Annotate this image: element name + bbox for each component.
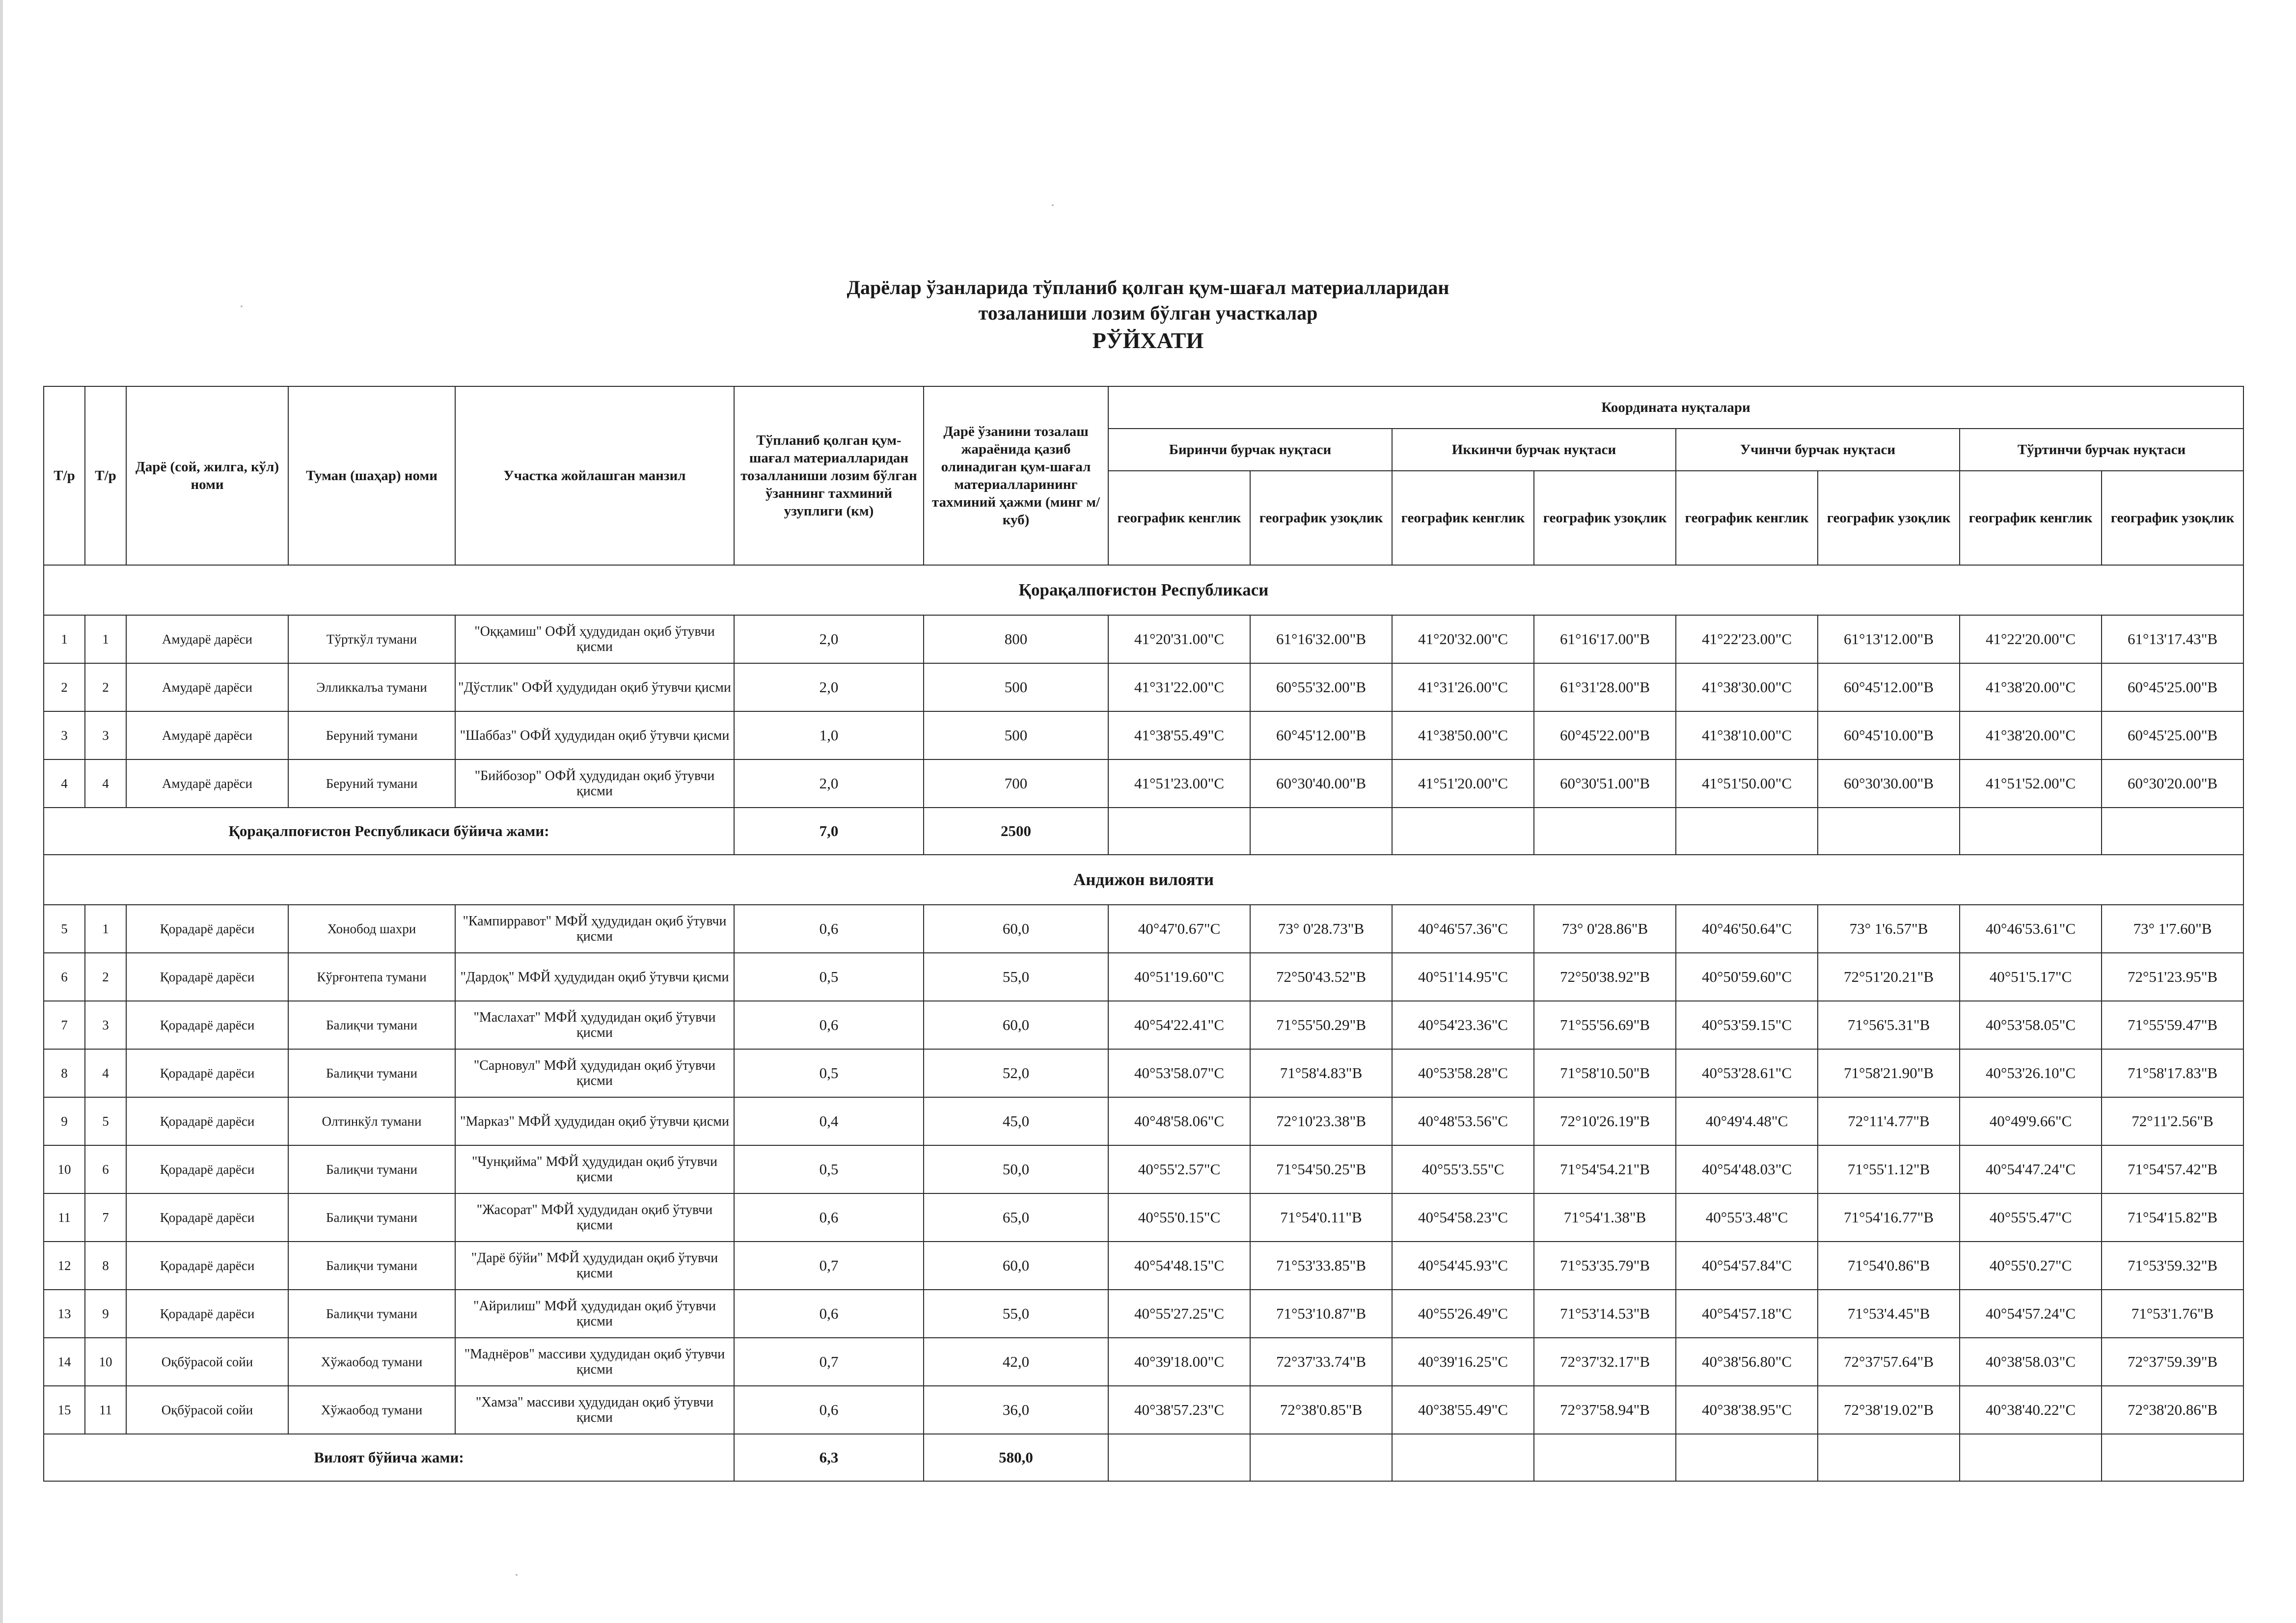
col-header-corner-4: Тўртинчи бурчак нуқтаси [1960,429,2243,471]
volume-thousand-m3: 55,0 [924,953,1108,1001]
district-name: Тўрткўл тумани [288,615,455,663]
latitude-corner-2: 40°46'57.36"С [1392,905,1534,953]
empty-cell [1250,808,1392,855]
river-name: Қорадарё дарёси [126,1193,288,1242]
longitude-corner-4: 71°55'59.47"В [2102,1001,2243,1049]
longitude-corner-4: 60°30'20.00"В [2102,759,2243,808]
col-header-lon: географик узоқлик [1250,471,1392,565]
latitude-corner-3: 40°38'38.95"С [1676,1386,1818,1434]
empty-cell [1392,1434,1534,1481]
volume-thousand-m3: 42,0 [924,1338,1108,1386]
longitude-corner-1: 72°10'23.38"В [1250,1097,1392,1145]
latitude-corner-3: 41°38'10.00"С [1676,711,1818,759]
longitude-corner-4: 71°58'17.83"В [2102,1049,2243,1097]
longitude-corner-1: 72°38'0.85"В [1250,1386,1392,1434]
table-row [44,1097,2243,1145]
latitude-corner-4: 41°22'20.00"С [1960,615,2102,663]
row-local-number: 10 [85,1338,126,1386]
length-km: 1,0 [734,711,924,759]
latitude-corner-1: 40°55'2.57"С [1108,1145,1250,1193]
volume-thousand-m3: 500 [924,663,1108,711]
col-header-volume: Дарё ўзанини тозалаш жараёнида қазиб олинадиган қум-шағал материалларининг тахминий ҳажми (минг м/куб) [924,386,1108,565]
col-header-lon: географик узоқлик [2102,471,2243,565]
river-name: Қорадарё дарёси [126,905,288,953]
total-label: Вилоят бўйича жами: [44,1434,734,1481]
row-local-number: 3 [85,711,126,759]
latitude-corner-2: 41°51'20.00"С [1392,759,1534,808]
length-km: 2,0 [734,615,924,663]
longitude-corner-1: 71°55'50.29"В [1250,1001,1392,1049]
site-address: "Дўстлик" ОФЙ ҳудудидан оқиб ўтувчи қисми [455,663,734,711]
empty-cell [1960,808,2102,855]
river-name: Қорадарё дарёси [126,1049,288,1097]
latitude-corner-1: 41°20'31.00"С [1108,615,1250,663]
col-header-length: Тўпланиб қолган қум-шағал материалларидан тозалланиши лозим бўлган ўзаннинг тахминий узуплиги (км) [734,386,924,565]
latitude-corner-1: 41°38'55.49"С [1108,711,1250,759]
latitude-corner-4: 40°46'53.61"С [1960,905,2102,953]
length-km: 0,5 [734,1145,924,1193]
row-number: 8 [44,1049,85,1097]
length-km: 2,0 [734,759,924,808]
longitude-corner-1: 60°30'40.00"В [1250,759,1392,808]
latitude-corner-4: 40°53'58.05"С [1960,1001,2102,1049]
latitude-corner-2: 41°38'50.00"С [1392,711,1534,759]
total-row [44,808,2243,855]
row-number: 15 [44,1386,85,1434]
longitude-corner-2: 71°54'54.21"В [1534,1145,1676,1193]
row-number: 7 [44,1001,85,1049]
latitude-corner-2: 40°55'3.55"С [1392,1145,1534,1193]
longitude-corner-4: 72°11'2.56"В [2102,1097,2243,1145]
scan-speck [516,1574,518,1576]
total-label: Қорақалпоғистон Республикаси бўйича жами: [44,808,734,855]
latitude-corner-2: 40°48'53.56"С [1392,1097,1534,1145]
col-header-corner-1: Биринчи бурчак нуқтаси [1108,429,1392,471]
empty-cell [1108,1434,1250,1481]
river-name: Қорадарё дарёси [126,953,288,1001]
latitude-corner-3: 40°53'28.61"С [1676,1049,1818,1097]
river-name: Оқбўрасой сойи [126,1338,288,1386]
longitude-corner-4: 72°38'20.86"В [2102,1386,2243,1434]
col-header-lat: географик кенглик [1960,471,2102,565]
empty-cell [1960,1434,2102,1481]
length-km: 0,6 [734,1386,924,1434]
latitude-corner-1: 41°31'22.00"С [1108,663,1250,711]
col-header-tr: Т/р [44,386,85,565]
title-line-2: тозаланиши лозим бўлган участкалар [978,302,1318,324]
row-number: 11 [44,1193,85,1242]
longitude-corner-2: 71°54'1.38"В [1534,1193,1676,1242]
longitude-corner-2: 60°45'22.00"В [1534,711,1676,759]
latitude-corner-3: 41°51'50.00"С [1676,759,1818,808]
longitude-corner-2: 71°55'56.69"В [1534,1001,1676,1049]
river-name: Амударё дарёси [126,663,288,711]
longitude-corner-2: 72°37'32.17"В [1534,1338,1676,1386]
latitude-corner-2: 40°51'14.95"С [1392,953,1534,1001]
length-km: 0,6 [734,1193,924,1242]
title-line-3: РЎЙХАТИ [1092,328,1204,353]
site-address: "Дарё бўйи" МФЙ ҳудудидан оқиб ўтувчи қисми [455,1242,734,1290]
longitude-corner-2: 60°30'51.00"В [1534,759,1676,808]
longitude-corner-1: 71°54'50.25"В [1250,1145,1392,1193]
volume-thousand-m3: 60,0 [924,1242,1108,1290]
longitude-corner-4: 60°45'25.00"В [2102,663,2243,711]
longitude-corner-4: 60°45'25.00"В [2102,711,2243,759]
volume-thousand-m3: 55,0 [924,1290,1108,1338]
scan-edge [0,0,3,1623]
river-name: Оқбўрасой сойи [126,1386,288,1434]
length-km: 0,7 [734,1338,924,1386]
river-name: Қорадарё дарёси [126,1290,288,1338]
empty-cell [2102,808,2243,855]
district-name: Кўрғонтепа тумани [288,953,455,1001]
row-number: 1 [44,615,85,663]
empty-cell [1818,808,1960,855]
site-address: "Жасорат" МФЙ ҳудудидан оқиб ўтувчи қисми [455,1193,734,1242]
longitude-corner-2: 71°53'14.53"В [1534,1290,1676,1338]
longitude-corner-1: 73° 0'28.73"В [1250,905,1392,953]
empty-cell [1676,1434,1818,1481]
latitude-corner-4: 40°54'57.24"С [1960,1290,2102,1338]
latitude-corner-4: 40°49'9.66"С [1960,1097,2102,1145]
latitude-corner-4: 40°53'26.10"С [1960,1049,2102,1097]
latitude-corner-2: 40°55'26.49"С [1392,1290,1534,1338]
site-address: "Чунқийма" МФЙ ҳудудидан оқиб ўтувчи қисми [455,1145,734,1193]
longitude-corner-4: 72°37'59.39"В [2102,1338,2243,1386]
latitude-corner-2: 41°31'26.00"С [1392,663,1534,711]
row-local-number: 7 [85,1193,126,1242]
table-row [44,1145,2243,1193]
longitude-corner-2: 61°31'28.00"В [1534,663,1676,711]
row-number: 10 [44,1145,85,1193]
longitude-corner-4: 61°13'17.43"В [2102,615,2243,663]
longitude-corner-3: 72°37'57.64"В [1818,1338,1960,1386]
table-row [44,1242,2243,1290]
district-name: Балиқчи тумани [288,1049,455,1097]
row-local-number: 2 [85,953,126,1001]
empty-cell [1818,1434,1960,1481]
document-title [0,275,2296,355]
row-number: 3 [44,711,85,759]
latitude-corner-4: 40°55'0.27"С [1960,1242,2102,1290]
table-row [44,1193,2243,1242]
district-name: Балиқчи тумани [288,1001,455,1049]
site-address: "Хамза" массиви ҳудудидан оқиб ўтувчи қисми [455,1386,734,1434]
latitude-corner-3: 41°38'30.00"С [1676,663,1818,711]
site-address: "Кампирравот" МФЙ ҳудудидан оқиб ўтувчи қисми [455,905,734,953]
longitude-corner-3: 72°38'19.02"В [1818,1386,1960,1434]
col-header-corner-3: Учинчи бурчак нуқтаси [1676,429,1960,471]
latitude-corner-1: 40°54'22.41"С [1108,1001,1250,1049]
district-name: Беруний тумани [288,759,455,808]
table-row [44,711,2243,759]
latitude-corner-1: 40°38'57.23"С [1108,1386,1250,1434]
col-header-lat: географик кенглик [1392,471,1534,565]
col-header-river: Дарё (сой, жилга, кўл) номи [126,386,288,565]
latitude-corner-4: 41°38'20.00"С [1960,711,2102,759]
length-km: 0,6 [734,1290,924,1338]
table-row [44,663,2243,711]
site-address: "Дардоқ" МФЙ ҳудудидан оқиб ўтувчи қисми [455,953,734,1001]
row-local-number: 4 [85,1049,126,1097]
site-address: "Шаббаз" ОФЙ ҳудудидан оқиб ўтувчи қисми [455,711,734,759]
longitude-corner-1: 61°16'32.00"В [1250,615,1392,663]
row-local-number: 1 [85,905,126,953]
volume-thousand-m3: 50,0 [924,1145,1108,1193]
latitude-corner-4: 41°38'20.00"С [1960,663,2102,711]
latitude-corner-3: 40°50'59.60"С [1676,953,1818,1001]
col-header-tr-local: Т/р [85,386,126,565]
table-row [44,1386,2243,1434]
longitude-corner-4: 73° 1'7.60"В [2102,905,2243,953]
longitude-corner-2: 73° 0'28.86"В [1534,905,1676,953]
length-km: 2,0 [734,663,924,711]
latitude-corner-1: 40°55'0.15"С [1108,1193,1250,1242]
longitude-corner-3: 60°30'30.00"В [1818,759,1960,808]
table-row [44,905,2243,953]
district-name: Беруний тумани [288,711,455,759]
col-header-corner-2: Иккинчи бурчак нуқтаси [1392,429,1676,471]
river-name: Қорадарё дарёси [126,1097,288,1145]
latitude-corner-4: 40°38'40.22"С [1960,1386,2102,1434]
latitude-corner-2: 40°54'45.93"С [1392,1242,1534,1290]
longitude-corner-1: 71°53'10.87"В [1250,1290,1392,1338]
site-address: "Айрилиш" МФЙ ҳудудидан оқиб ўтувчи қисми [455,1290,734,1338]
row-local-number: 3 [85,1001,126,1049]
empty-cell [1392,808,1534,855]
district-name: Балиқчи тумани [288,1242,455,1290]
longitude-corner-4: 71°54'57.42"В [2102,1145,2243,1193]
empty-cell [1108,808,1250,855]
scan-speck [1052,204,1054,206]
empty-cell [1676,808,1818,855]
longitude-corner-3: 73° 1'6.57"В [1818,905,1960,953]
latitude-corner-2: 40°54'23.36"С [1392,1001,1534,1049]
length-km: 0,4 [734,1097,924,1145]
col-header-lat: географик кенглик [1108,471,1250,565]
total-volume: 2500 [924,808,1108,855]
row-number: 14 [44,1338,85,1386]
latitude-corner-1: 40°48'58.06"С [1108,1097,1250,1145]
district-name: Хўжаобод тумани [288,1338,455,1386]
latitude-corner-4: 40°55'5.47"С [1960,1193,2102,1242]
river-name: Қорадарё дарёси [126,1145,288,1193]
col-header-lat: географик кенглик [1676,471,1818,565]
col-header-lon: географик узоқлик [1534,471,1676,565]
district-name: Балиқчи тумани [288,1145,455,1193]
table-row [44,1001,2243,1049]
district-name: Хонобод шахри [288,905,455,953]
latitude-corner-1: 41°51'23.00"С [1108,759,1250,808]
region-name: Андижон вилояти [44,855,2243,905]
latitude-corner-3: 41°22'23.00"С [1676,615,1818,663]
latitude-corner-4: 40°38'58.03"С [1960,1338,2102,1386]
district-name: Балиқчи тумани [288,1290,455,1338]
district-name: Хўжаобод тумани [288,1386,455,1434]
longitude-corner-3: 60°45'12.00"В [1818,663,1960,711]
river-name: Амударё дарёси [126,615,288,663]
river-name: Амударё дарёси [126,711,288,759]
longitude-corner-2: 61°16'17.00"В [1534,615,1676,663]
district-name: Балиқчи тумани [288,1193,455,1242]
site-address: "Маднёров" массиви ҳудудидан оқиб ўтувчи қисми [455,1338,734,1386]
latitude-corner-3: 40°38'56.80"С [1676,1338,1818,1386]
length-km: 0,5 [734,953,924,1001]
row-local-number: 9 [85,1290,126,1338]
volume-thousand-m3: 800 [924,615,1108,663]
longitude-corner-3: 71°56'5.31"В [1818,1001,1960,1049]
latitude-corner-1: 40°54'48.15"С [1108,1242,1250,1290]
latitude-corner-3: 40°55'3.48"С [1676,1193,1818,1242]
longitude-corner-3: 71°54'0.86"В [1818,1242,1960,1290]
table-row [44,1338,2243,1386]
row-local-number: 1 [85,615,126,663]
volume-thousand-m3: 500 [924,711,1108,759]
length-km: 0,7 [734,1242,924,1290]
volume-thousand-m3: 60,0 [924,1001,1108,1049]
length-km: 0,5 [734,1049,924,1097]
longitude-corner-2: 71°53'35.79"В [1534,1242,1676,1290]
volume-thousand-m3: 52,0 [924,1049,1108,1097]
volume-thousand-m3: 65,0 [924,1193,1108,1242]
total-length: 7,0 [734,808,924,855]
latitude-corner-2: 40°54'58.23"С [1392,1193,1534,1242]
latitude-corner-2: 40°39'16.25"С [1392,1338,1534,1386]
site-address: "Марказ" МФЙ ҳудудидан оқиб ўтувчи қисми [455,1097,734,1145]
title-line-1: Дарёлар ўзанларида тўпланиб қолган қум-шағал материалларидан [847,276,1449,298]
longitude-corner-3: 60°45'10.00"В [1818,711,1960,759]
row-number: 2 [44,663,85,711]
row-local-number: 2 [85,663,126,711]
longitude-corner-4: 71°53'1.76"В [2102,1290,2243,1338]
row-number: 5 [44,905,85,953]
row-local-number: 6 [85,1145,126,1193]
total-length: 6,3 [734,1434,924,1481]
total-volume: 580,0 [924,1434,1108,1481]
latitude-corner-4: 40°54'47.24"С [1960,1145,2102,1193]
volume-thousand-m3: 60,0 [924,905,1108,953]
col-header-lon: географик узоқлик [1818,471,1960,565]
longitude-corner-1: 71°53'33.85"В [1250,1242,1392,1290]
length-km: 0,6 [734,1001,924,1049]
site-address: "Сарновул" МФЙ ҳудудидан оқиб ўтувчи қисми [455,1049,734,1097]
river-name: Қорадарё дарёси [126,1242,288,1290]
latitude-corner-3: 40°54'48.03"С [1676,1145,1818,1193]
row-number: 6 [44,953,85,1001]
latitude-corner-3: 40°49'4.48"С [1676,1097,1818,1145]
table-row [44,1049,2243,1097]
latitude-corner-3: 40°46'50.64"С [1676,905,1818,953]
row-number: 4 [44,759,85,808]
latitude-corner-2: 40°38'55.49"С [1392,1386,1534,1434]
volume-thousand-m3: 700 [924,759,1108,808]
longitude-corner-3: 72°11'4.77"В [1818,1097,1960,1145]
longitude-corner-1: 72°37'33.74"В [1250,1338,1392,1386]
row-local-number: 11 [85,1386,126,1434]
table-row [44,759,2243,808]
latitude-corner-3: 40°54'57.18"С [1676,1290,1818,1338]
longitude-corner-1: 71°54'0.11"В [1250,1193,1392,1242]
longitude-corner-2: 72°37'58.94"В [1534,1386,1676,1434]
row-number: 12 [44,1242,85,1290]
longitude-corner-1: 71°58'4.83"В [1250,1049,1392,1097]
longitude-corner-2: 72°10'26.19"В [1534,1097,1676,1145]
longitude-corner-3: 61°13'12.00"В [1818,615,1960,663]
total-row [44,1434,2243,1481]
row-local-number: 5 [85,1097,126,1145]
river-name: Қорадарё дарёси [126,1001,288,1049]
latitude-corner-3: 40°53'59.15"С [1676,1001,1818,1049]
longitude-corner-1: 72°50'43.52"В [1250,953,1392,1001]
longitude-corner-1: 60°55'32.00"В [1250,663,1392,711]
region-name: Қорақалпоғистон Республикаси [44,565,2243,615]
site-address: "Оққамиш" ОФЙ ҳудудидан оқиб ўтувчи қисми [455,615,734,663]
district-name: Олтинкўл тумани [288,1097,455,1145]
col-header-site: Участка жойлашган манзил [455,386,734,565]
latitude-corner-1: 40°55'27.25"С [1108,1290,1250,1338]
region-header-row [44,565,2243,615]
empty-cell [1534,1434,1676,1481]
latitude-corner-4: 41°51'52.00"С [1960,759,2102,808]
longitude-corner-1: 60°45'12.00"В [1250,711,1392,759]
latitude-corner-1: 40°53'58.07"С [1108,1049,1250,1097]
col-header-district: Туман (шаҳар) номи [288,386,455,565]
longitude-corner-3: 71°54'16.77"В [1818,1193,1960,1242]
site-address: "Бийбозор" ОФЙ ҳудудидан оқиб ўтувчи қисми [455,759,734,808]
latitude-corner-2: 41°20'32.00"С [1392,615,1534,663]
longitude-corner-3: 71°55'1.12"В [1818,1145,1960,1193]
volume-thousand-m3: 36,0 [924,1386,1108,1434]
longitude-corner-3: 72°51'20.21"В [1818,953,1960,1001]
longitude-corner-2: 72°50'38.92"В [1534,953,1676,1001]
row-number: 9 [44,1097,85,1145]
latitude-corner-2: 40°53'58.28"С [1392,1049,1534,1097]
latitude-corner-1: 40°39'18.00"С [1108,1338,1250,1386]
table-row [44,1290,2243,1338]
col-header-coords: Координата нуқталари [1108,386,2243,429]
longitude-corner-3: 71°58'21.90"В [1818,1049,1960,1097]
latitude-corner-3: 40°54'57.84"С [1676,1242,1818,1290]
longitude-corner-4: 71°54'15.82"В [2102,1193,2243,1242]
volume-thousand-m3: 45,0 [924,1097,1108,1145]
row-number: 13 [44,1290,85,1338]
longitude-corner-4: 72°51'23.95"В [2102,953,2243,1001]
empty-cell [1534,808,1676,855]
longitude-corner-4: 71°53'59.32"В [2102,1242,2243,1290]
latitude-corner-4: 40°51'5.17"С [1960,953,2102,1001]
table-row [44,953,2243,1001]
region-header-row [44,855,2243,905]
empty-cell [2102,1434,2243,1481]
river-name: Амударё дарёси [126,759,288,808]
empty-cell [1250,1434,1392,1481]
row-local-number: 4 [85,759,126,808]
length-km: 0,6 [734,905,924,953]
latitude-corner-1: 40°51'19.60"С [1108,953,1250,1001]
table-row [44,615,2243,663]
header-row [44,386,2243,429]
site-address: "Маслахат" МФЙ ҳудудидан оқиб ўтувчи қисми [455,1001,734,1049]
latitude-corner-1: 40°47'0.67"С [1108,905,1250,953]
district-name: Элликкалъа тумани [288,663,455,711]
table-body [44,565,2243,1481]
row-local-number: 8 [85,1242,126,1290]
sites-table [43,386,2244,1482]
longitude-corner-3: 71°53'4.45"В [1818,1290,1960,1338]
longitude-corner-2: 71°58'10.50"В [1534,1049,1676,1097]
